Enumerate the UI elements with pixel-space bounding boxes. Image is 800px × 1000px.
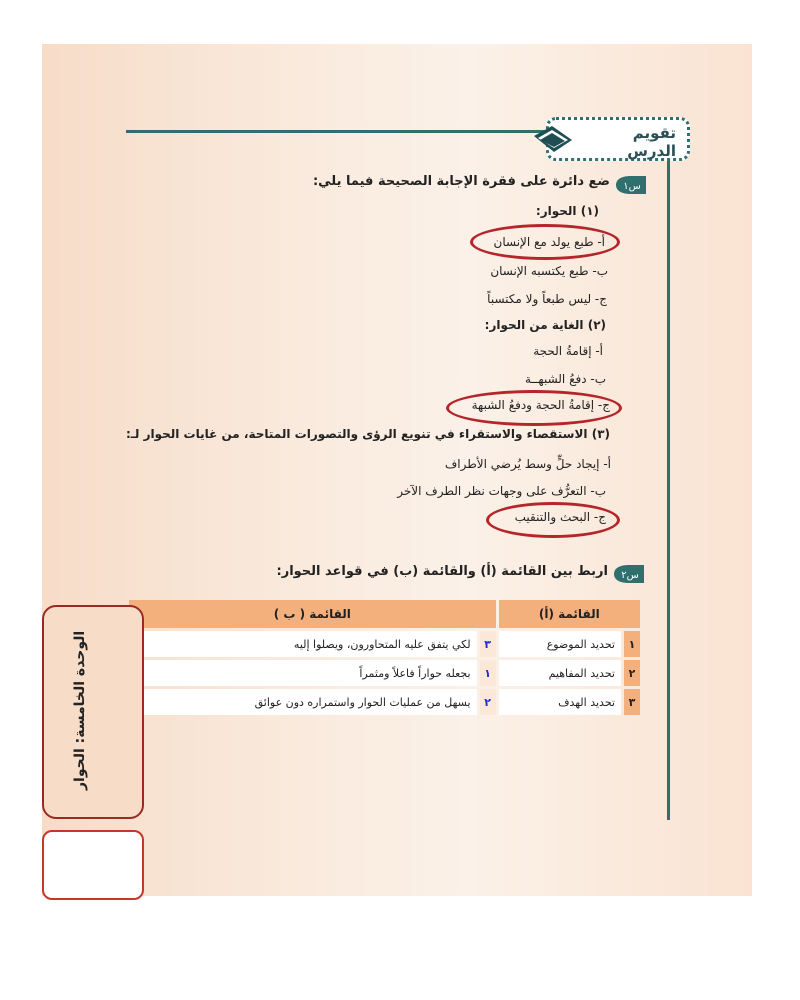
matching-table [126, 597, 643, 718]
q1-badge-text: س١ [623, 181, 641, 192]
answer-circle [446, 390, 622, 426]
q1-item3-label: (٣) الاستقصاء والاستقراء في تنويع الرؤى والتصورات المتاحة، من غايات الحوار لـ: [125, 427, 610, 441]
match-answer[interactable]: ١ [480, 660, 496, 686]
header-rule [126, 130, 546, 133]
row-number: ١ [624, 631, 640, 657]
question-badge-icon [612, 563, 646, 585]
margin-rule [667, 148, 670, 820]
q1-item1-option-a[interactable]: أ- طبع يولد مع الإنسان [493, 235, 605, 249]
list-a-item: تحديد الهدف [499, 689, 621, 715]
q1-item3-option-c[interactable]: ج- البحث والتنقيب [514, 510, 606, 524]
table-row [129, 689, 640, 715]
list-b-item: يسهل من عمليات الحوار واستمراره دون عوائق [129, 689, 477, 715]
q1-item1-label: (١) الحوار: [535, 204, 599, 218]
q1-item1-option-c[interactable]: ج- ليس طبعاً ولا مكتسباً [487, 292, 607, 306]
q1-item3-option-b[interactable]: ب- التعرُّف على وجهات نظر الطرف الآخر [397, 484, 606, 498]
q1-item2-label: (٢) الغاية من الحوار: [484, 318, 606, 332]
list-a-item: تحديد الموضوع [499, 631, 621, 657]
list-a-item: تحديد المفاهيم [499, 660, 621, 686]
table-row [129, 631, 640, 657]
book-icon [530, 122, 576, 156]
answer-circle [470, 224, 620, 260]
table-row [129, 660, 640, 686]
list-b-item: بجعله حواراً فاعلاً ومثمراً [129, 660, 477, 686]
q1-item2-option-b[interactable]: ب- دفعُ الشبهــة [524, 372, 606, 386]
table-header-row [129, 600, 640, 628]
answer-circle [486, 502, 620, 538]
page-background [42, 44, 752, 896]
q2-prompt: اربط بين القائمة (أ) والقائمة (ب) في قواعد الحوار: [276, 564, 608, 579]
match-answer[interactable]: ٣ [480, 631, 496, 657]
question-badge-icon [614, 174, 648, 196]
column-a-header: القائمة (أ) [499, 600, 640, 628]
list-b-item: لكي يتفق عليه المتحاورون، ويصلوا إليه [129, 631, 477, 657]
q1-item1-option-b[interactable]: ب- طبع يكتسبه الإنسان [490, 264, 608, 278]
unit-title: الوحدة الخامسة: الحوار [72, 630, 88, 790]
q1-item2-option-c[interactable]: ج- إقامةُ الحجة ودفعُ الشبهة [471, 398, 610, 412]
column-b-header: القائمة ( ب ) [129, 600, 496, 628]
row-number: ٣ [624, 689, 640, 715]
row-number: ٢ [624, 660, 640, 686]
q1-item3-option-a[interactable]: أ- إيجاد حلٍّ وسط يُرضي الأطراف [444, 457, 611, 471]
q1-prompt: ضع دائرة على فقرة الإجابة الصحيحة فيما يلي: [312, 174, 610, 189]
match-answer[interactable]: ٢ [480, 689, 496, 715]
q1-item2-option-a[interactable]: أ- إقامةُ الحجة [533, 344, 603, 358]
q2-badge-text: س٢ [621, 570, 639, 581]
page-number-box [42, 830, 144, 900]
header-title: تقويم الدرس [627, 124, 676, 160]
